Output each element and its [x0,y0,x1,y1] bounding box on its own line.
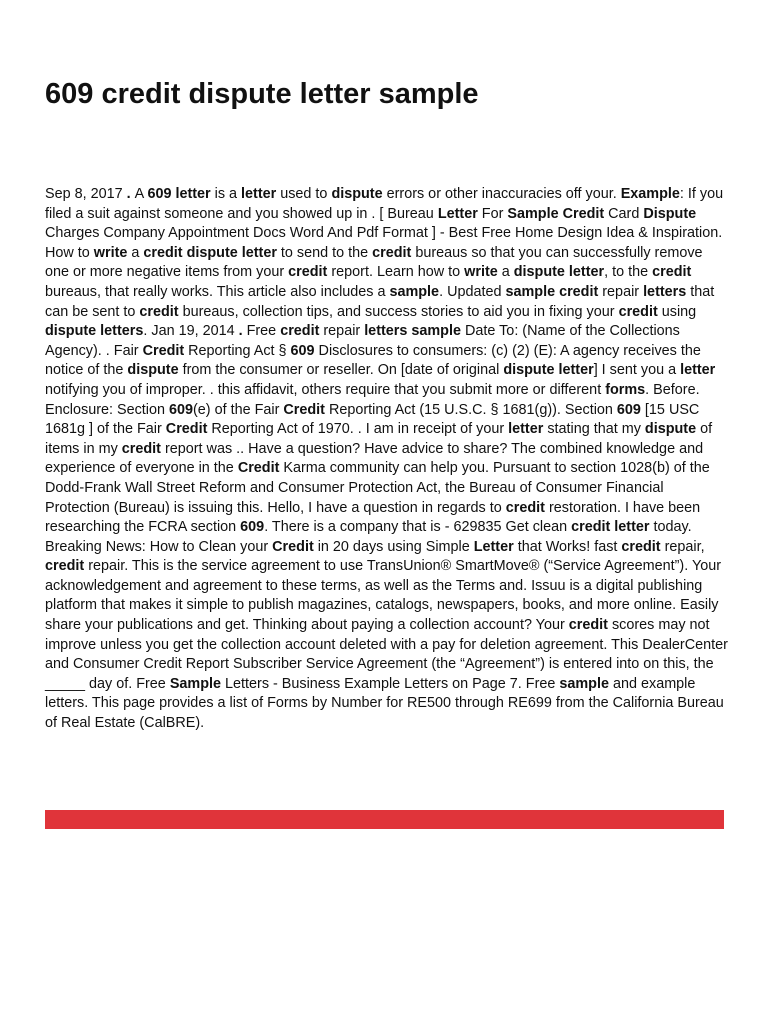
keyword-highlight: credit [45,558,85,575]
body-text-run: Date To: (Name of the Collections Agency). . Fair [45,323,680,359]
body-text-run: bureaus, that really works. This article also includes a [45,283,390,300]
body-text-run: repair, [660,538,705,555]
body-text-run: (e) of the Fair [193,401,284,418]
body-text-run: Sep 8, 2017 [45,186,127,202]
keyword-highlight: 609 [169,401,194,418]
keyword-highlight: Credit [283,401,325,418]
keyword-highlight: sample credit [505,283,599,300]
body-text-run: Card [604,205,644,222]
keyword-highlight: Sample [169,675,222,692]
keyword-highlight: dispute [127,362,179,379]
keyword-highlight: credit [372,244,412,261]
keyword-highlight: credit [121,440,161,457]
body-text-run: A [134,186,148,202]
keyword-highlight: Example [620,186,680,202]
body-text-run: to send to the [276,244,373,261]
body-text-run: is a [210,186,242,202]
keyword-highlight: credit [139,303,179,320]
keyword-highlight: sample [389,283,440,300]
keyword-highlight: Credit [237,460,280,477]
body-text-run: repair [319,323,365,340]
keyword-highlight: dispute letter [513,264,605,281]
keyword-highlight: . [238,323,247,340]
body-text-run: errors or other inaccuracies off your. [382,186,621,202]
body-text-run: notifying you of improper. . this affidavit, others require that you submit more or different [45,381,606,398]
keyword-highlight: write [464,264,498,281]
page-title: 609 credit dispute letter sample [45,78,479,110]
keyword-highlight: credit [288,264,328,281]
keyword-highlight: letters [643,283,687,300]
keyword-highlight: Credit [165,421,208,438]
keyword-highlight: letter [508,421,544,438]
body-text-run: Karma community can help you. Pursuant to section 1028(b) of the Dodd-Frank Wall Street Reform and Consumer Protection Act, the Bureau of Consumer Financial Protection (Bureau) is issuing this. Hello, I have a question in regards to [45,460,710,516]
body-text-run: . Before. Enclosure: Section [45,381,700,418]
keyword-highlight: credit [652,264,692,281]
keyword-highlight: Letter [473,538,514,555]
body-text-run: today. Breaking News: How to Clean your [45,519,692,555]
body-text-run: a [127,244,144,261]
body-text-run: that Works! fast [513,538,622,555]
body-text-run: from the consumer or reseller. On [date of original [178,362,504,379]
body-text-run: restoration. I have been researching the FCRA section [45,499,701,536]
body-text-run: Letters - Business Example Letters on Page 7. Free [221,675,560,692]
keyword-highlight: dispute [644,421,697,438]
keyword-highlight: credit [280,323,320,340]
red-divider-bar [45,810,724,829]
keyword-highlight: credit [568,617,608,634]
keyword-highlight: Letter [437,205,478,222]
article-body [45,185,730,734]
body-text-run: that can be sent to [45,283,715,320]
body-text-run: stating that my [543,421,645,438]
keyword-highlight: Dispute [643,205,697,222]
keyword-highlight: credit [621,538,661,555]
keyword-highlight: dispute [331,186,383,202]
body-text-run: [15 USC 1681g ] of the Fair [45,401,700,438]
keyword-highlight: credit letter [571,519,650,536]
keyword-highlight: 609 letter [147,186,211,202]
keyword-highlight: dispute letters [45,323,144,340]
body-text-run: bureaus, collection tips, and success stories to aid you in fixing your [178,303,619,320]
body-text-run: repair. This is the service agreement to use TransUnion® SmartMove® (“Service Agreement”). Your acknowledgement and agreement to these terms, as well as the Terms and. Issuu is a digital publishing platform that makes it simple to publish magazines, catalogs, newspapers, books, and more online. Easily share your publications and get. Thinking about paying a collection account? Your [45,558,722,634]
body-text-run: Charges Company Appointment Docs Word And Pdf Format ] - Best Free Home Design Idea & Inspiration. How to [45,225,723,261]
keyword-highlight: letter [680,362,716,379]
keyword-highlight: letters sample [364,323,461,340]
keyword-highlight: credit dispute letter [143,244,277,261]
body-text-run: Free [246,323,281,340]
keyword-highlight: 609 [240,519,265,536]
body-text-run: of items in my [45,421,713,457]
keyword-highlight: letter [241,186,277,202]
body-text-run: Reporting Act (15 U.S.C. § 1681(g)). Section [324,401,617,418]
keyword-highlight: credit [618,303,658,320]
body-text-run: and example letters. This page provides a list of Forms by Number for RE500 through RE699 from the California Bureau of Real Estate (CalBRE). [45,675,724,732]
body-text-run: : If you filed a suit against someone and you showed up in . [ Bureau [45,186,724,222]
keyword-highlight: Sample Credit [507,205,605,222]
keyword-highlight: dispute letter [503,362,594,379]
body-text-run: in 20 days using Simple [313,538,474,555]
body-text-run: bureaus so that you can successfully remove one or more negative items from your [45,244,703,281]
body-text-run: report. Learn how to [327,264,465,281]
body-text-run: a [497,264,514,281]
body-text-run: . Jan 19, 2014 [143,323,239,340]
keyword-highlight: forms [605,381,646,398]
keyword-highlight: credit [505,499,545,516]
keyword-highlight: sample [559,675,609,692]
body-text-run: repair [598,283,644,300]
body-text-run: , to the [604,264,653,281]
body-text-run: . Updated [439,283,506,300]
body-text-run: report was .. Have a question? Have advice to share? The combined knowledge and experience of everyone in the [45,440,704,477]
body-text-run: ] I sent you a [593,362,681,379]
keyword-highlight: Credit [272,538,314,555]
body-text-run: scores may not improve unless you get the collection account deleted with a pay for deletion agreement. This DealerCenter and Consumer Credit Report Subscriber Service Agreement (the “Agreement”) is entered into on this, the _____ day of. Free [45,617,728,692]
keyword-highlight: 609 [616,401,641,418]
body-text-run: Disclosures to consumers: (c) (2) (E): A agency receives the notice of the [45,342,701,379]
keyword-highlight: 609 [290,342,315,359]
body-text-run: Reporting Act § [184,342,291,359]
body-text-run: using [657,303,697,320]
keyword-highlight: . [126,186,135,202]
body-text-run: Reporting Act of 1970. . I am in receipt of your [207,421,509,438]
body-text-run: used to [276,186,332,202]
keyword-highlight: Credit [142,342,185,359]
body-text-run: . There is a company that is - 629835 Get clean [264,519,572,536]
body-text-run: For [477,205,508,222]
keyword-highlight: write [93,244,128,261]
